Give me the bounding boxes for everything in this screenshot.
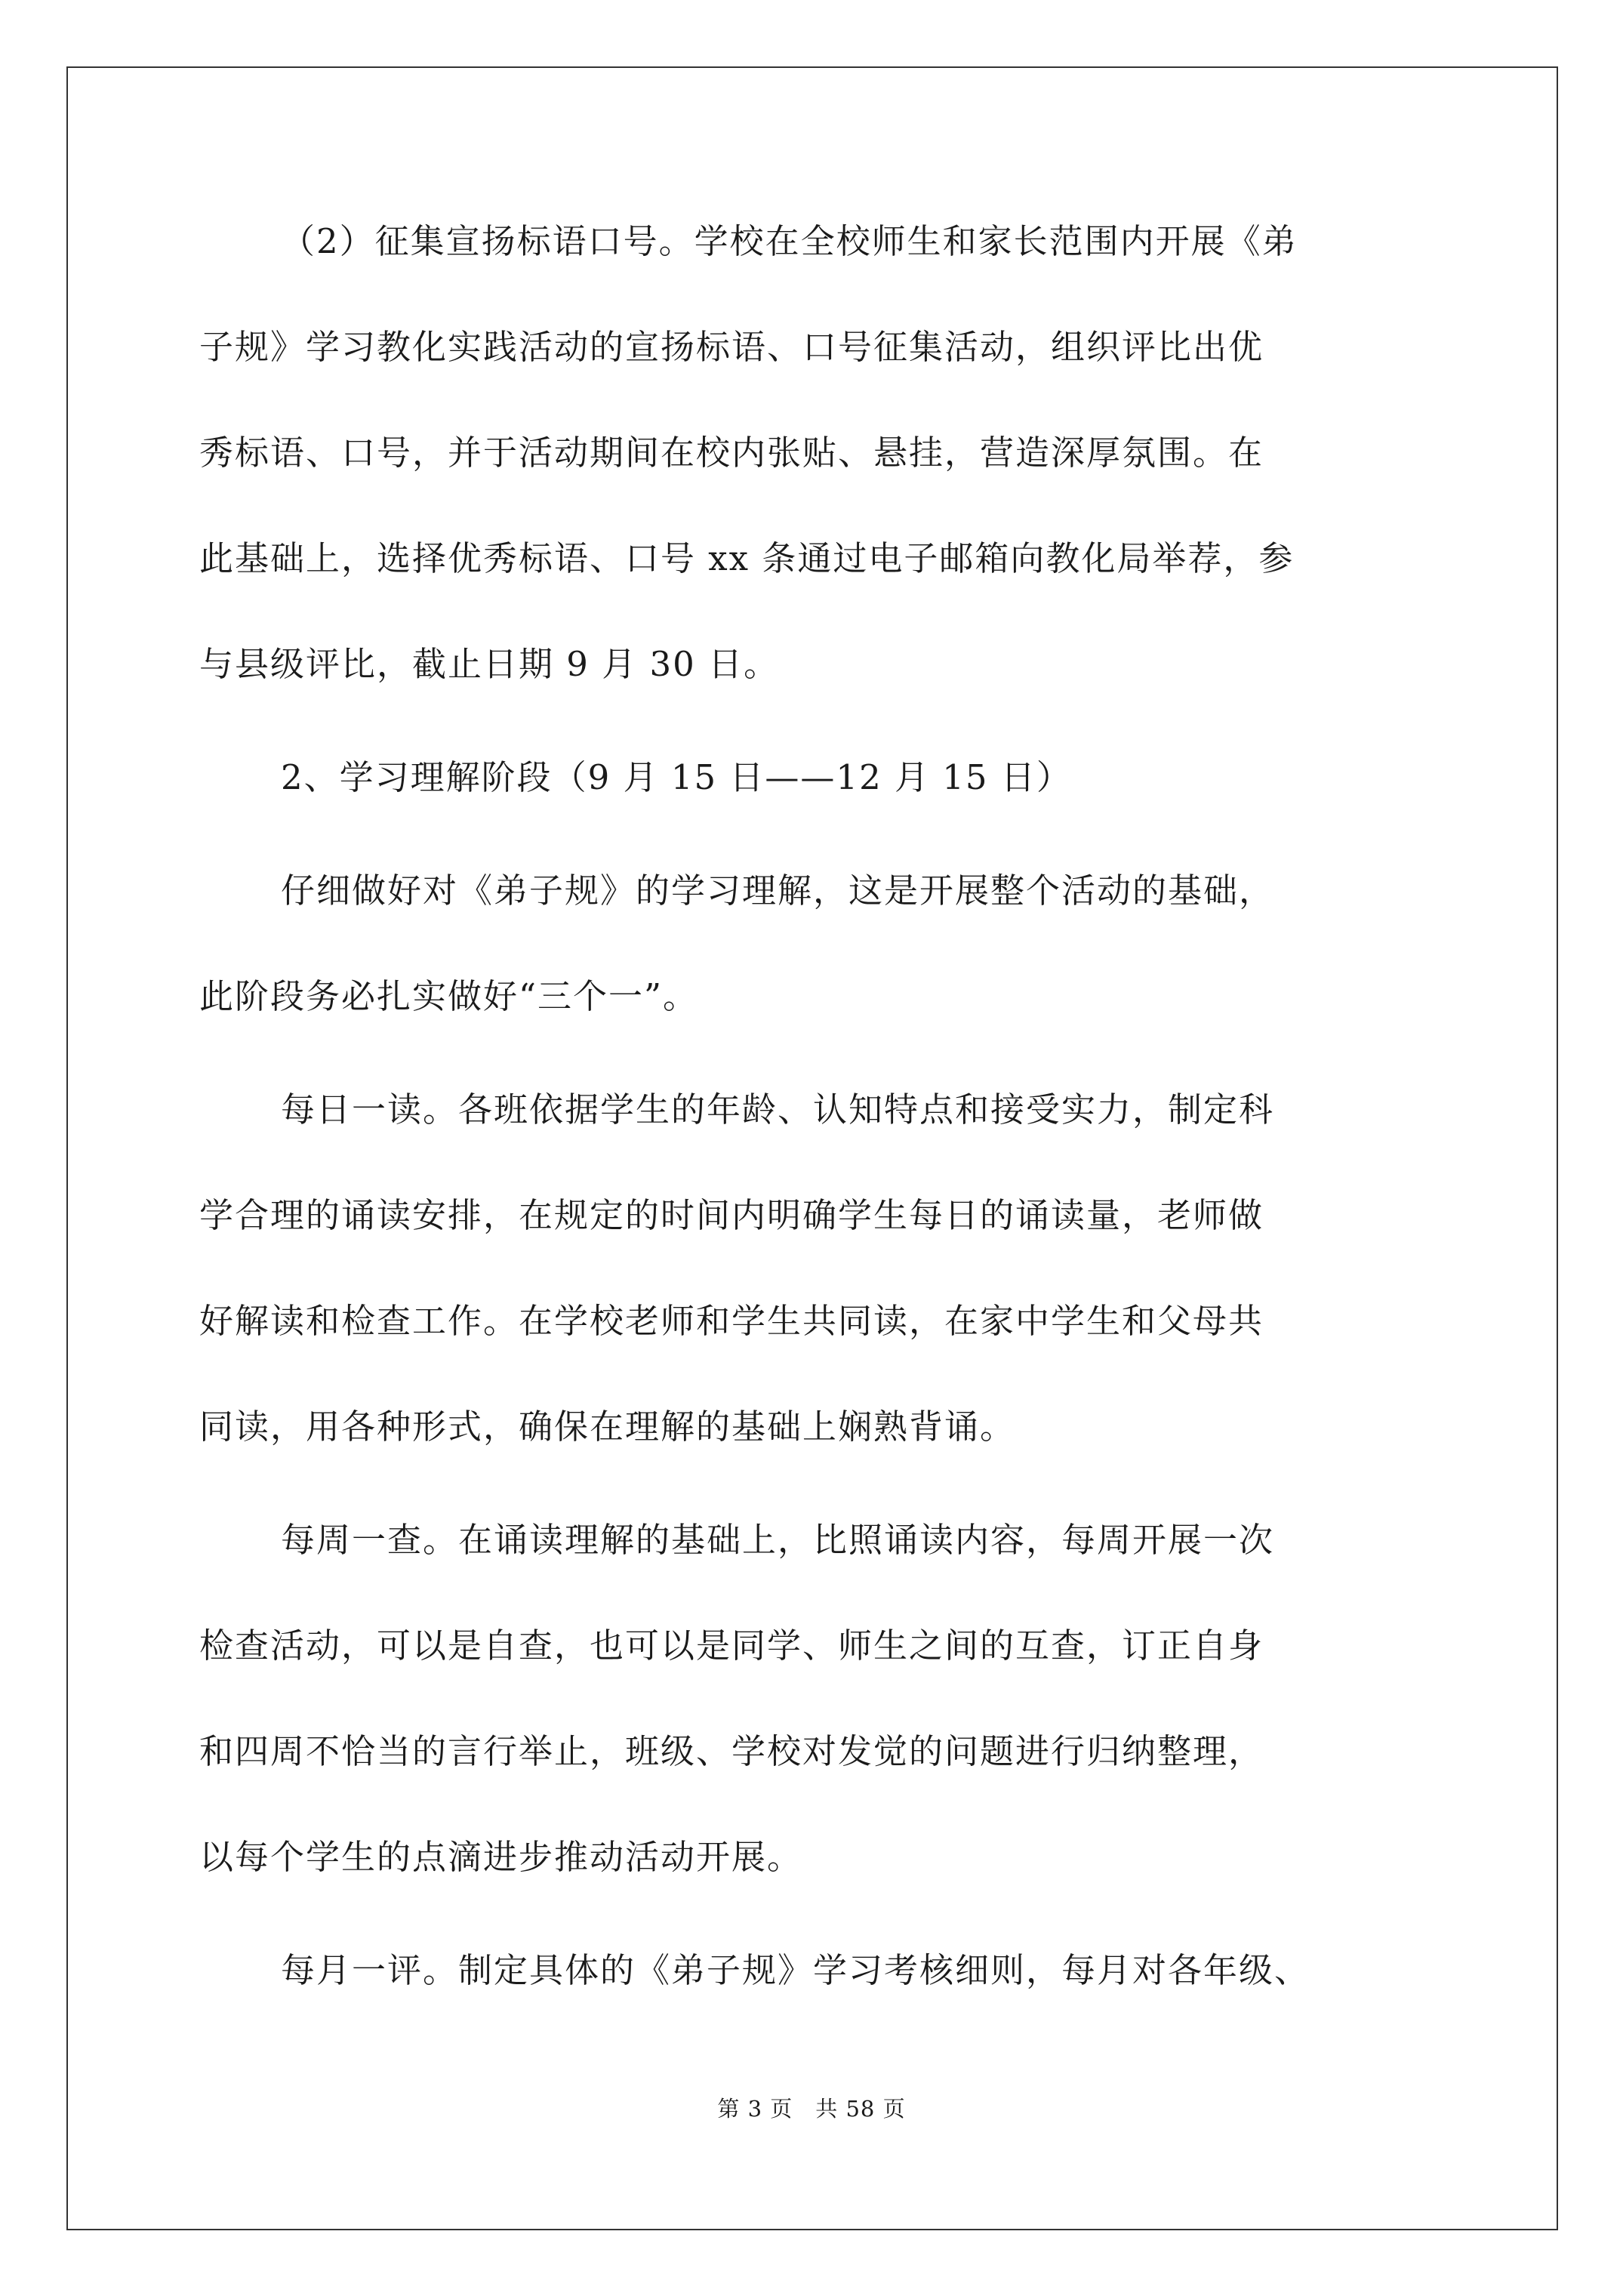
text-line: 与县级评比，截止日期 9 月 30 日。 [199, 644, 780, 684]
text-line: 此基础上，选择优秀标语、口号 xx 条通过电子邮箱向教化局举荐，参 [199, 538, 1295, 578]
text-line: 好解读和检查工作。在学校老师和学生共同读，在家中学生和父母共 [199, 1301, 1264, 1341]
text-line: 同读，用各种形式，确保在理解的基础上娴熟背诵。 [199, 1407, 1016, 1447]
text-line: 检查活动，可以是自查，也可以是同学、师生之间的互查，订正自身 [199, 1626, 1264, 1666]
text-line: 每月一评。制定具体的《弟子规》学习考核细则，每月对各年级、 [281, 1950, 1310, 1990]
page-number-footer: 第 3 页 共 58 页 [717, 2096, 906, 2122]
text-line: 学合理的诵读安排，在规定的时间内明确学生每日的诵读量，老师做 [199, 1195, 1264, 1235]
page-border [66, 66, 1558, 2230]
text-line: 子规》学习教化实践活动的宣扬标语、口号征集活动，组织评比出优 [199, 327, 1264, 367]
text-line: 和四周不恰当的言行举止，班级、学校对发觉的问题进行归纳整理， [199, 1731, 1264, 1771]
text-line: 秀标语、口号，并于活动期间在校内张贴、悬挂，营造深厚氛围。在 [199, 433, 1264, 473]
text-line: 每周一查。在诵读理解的基础上，比照诵读内容，每周开展一次 [281, 1520, 1275, 1560]
text-line: 以每个学生的点滴进步推动活动开展。 [199, 1837, 803, 1877]
text-line: 此阶段务必扎实做好“三个一”。 [199, 976, 699, 1016]
text-line: 仔细做好对《弟子规》的学习理解，这是开展整个活动的基础， [281, 871, 1275, 911]
section-heading: 2、学习理解阶段（9 月 15 日——12 月 15 日） [281, 757, 1072, 797]
text-line: 每日一读。各班依据学生的年龄、认知特点和接受实力，制定科 [281, 1089, 1275, 1130]
text-line: （2）征集宣扬标语口号。学校在全校师生和家长范围内开展《弟 [281, 221, 1298, 261]
